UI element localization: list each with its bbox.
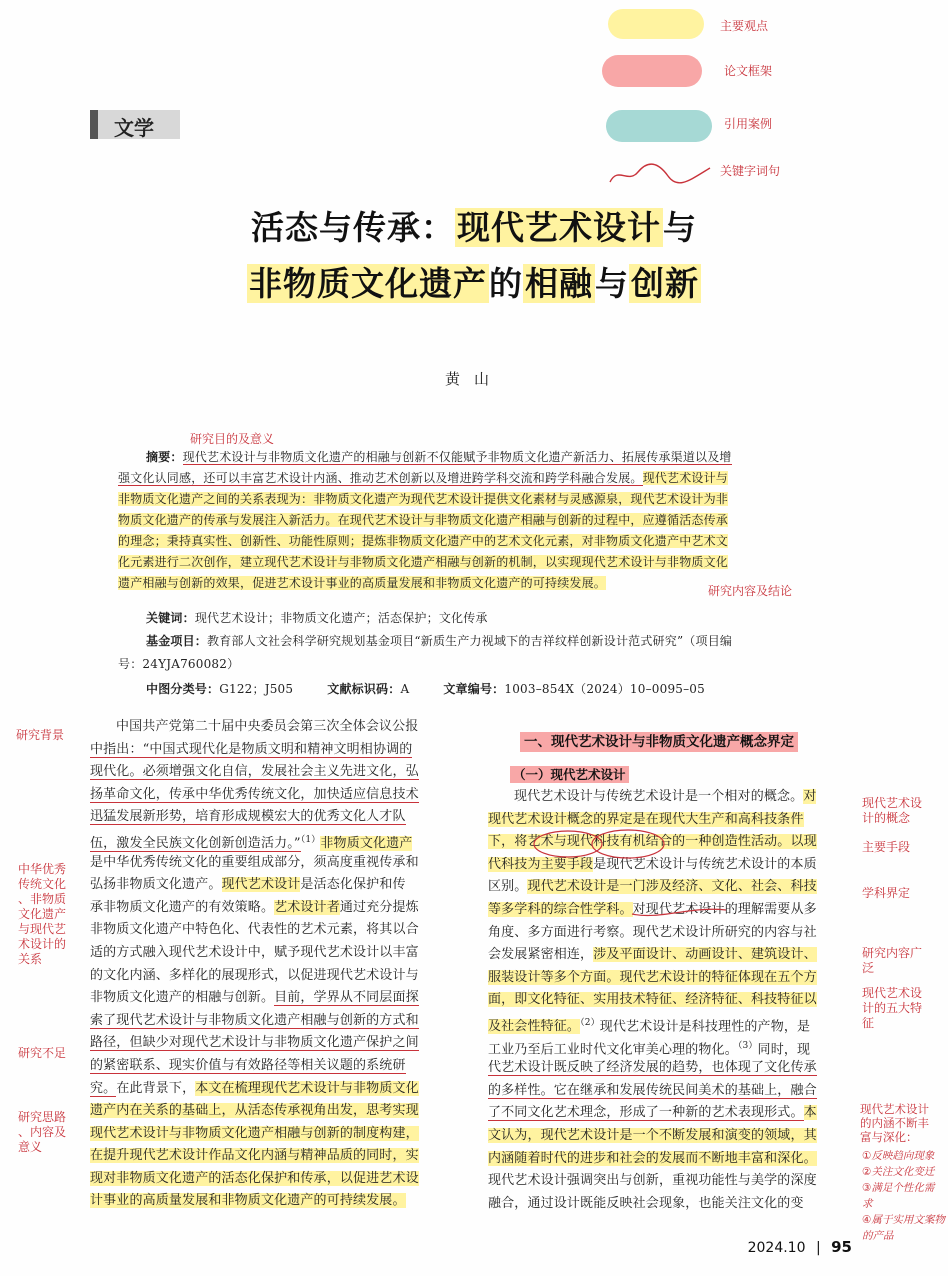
body-text: 涉及平面设计、动画设计、建筑设计、 [593,947,817,963]
body-text: 工业乃至后工业时代文化审美心理的物化。 [488,1041,738,1057]
note-line: ④属于实用文案物 [862,1214,945,1226]
ref-mark: （2） [580,1017,600,1028]
note-content: 研究内容及结论 [708,584,793,598]
body-line [90,897,462,920]
body-text: 在此背景下， [116,1080,196,1096]
body-line [488,1102,860,1125]
legend-yellow-swatch [608,9,704,39]
body-line [90,761,462,784]
keywords-text: 现代艺术设计；非物质文化遗产；活态保护；文化传承 [194,611,488,625]
legend-main-points: 主要观点 [720,19,769,33]
body-line [90,942,462,965]
note-line: 传统文化 [18,877,67,891]
body-line [90,1190,462,1213]
note-line: 关系 [18,952,43,966]
body-text: 迅猛发展新形势，培育形成规模宏大的优秀文化人才队 [90,809,406,825]
doc-label: 文献标识码： [327,682,401,696]
body-text: 艺术设计者 [274,899,340,915]
note-line: 与现代艺 [18,922,67,936]
body-line [90,919,462,942]
body-text: 文认为，现代艺术设计是一个不断发展和演变的领域，其 [488,1127,817,1143]
section-heading [520,730,798,750]
fund-line [118,654,830,677]
note-line: 文化遗产 [18,907,67,921]
body-line [488,989,860,1012]
body-text: 现代艺术设计是科技理性的产物，是 [599,1019,811,1035]
abstract-text: 的理念；秉持真实性、创新性、功能性原则；提炼非物质文化遗产中的艺术文化元素，对非物质文化遗产中艺术文 [118,534,729,548]
abstract-text: 现代艺术设计与 [642,471,729,485]
note-line: ①反映趋向现象 [862,1150,935,1162]
note-line: 、非物质 [18,892,67,906]
body-line [90,1055,462,1078]
keywords-label: 关键词： [146,611,195,625]
note-concept [862,796,922,826]
note-line: 富与深化： [860,1130,918,1144]
body-line [488,1035,860,1058]
note-means: 主要手段 [862,840,911,854]
body-line [90,829,462,852]
note-line: 的内涵不断丰 [860,1116,929,1130]
body-line [488,786,860,809]
body-text: 以现 [790,834,817,850]
body-line [488,1193,860,1216]
note-line: 计的五大特 [862,1001,923,1015]
body-line [90,1168,462,1191]
body-text: 是现代艺术设计与传统艺术设计的本质 [593,856,817,872]
body-text: 对 [803,789,817,804]
body-text: 下，将艺术与现代科技有机结合的一种创造性活动。 [488,834,791,850]
note-line: 意义 [18,1140,43,1154]
abstract-text: 化元素进行二次创作，建立现代艺术设计与非物质文化遗产相融与创新的机制，以实现现代艺术设计与非物质文化 [118,555,729,569]
note-insufficient: 研究不足 [18,1046,67,1060]
note-line: ③满足个性化需 [862,1182,935,1194]
body-text: 现代艺术设计 [221,877,301,893]
issue-number: 2024.10 [747,1240,806,1256]
body-text: 的紧密联系、现实价值与有效路径等相关议题的系统研 [90,1057,406,1073]
subsection-heading-text: （一）现代艺术设计 [510,766,629,783]
abstract-line [118,531,830,552]
abstract-line [118,552,830,573]
body-line [488,944,860,967]
body-text: 中国共产党第二十届中央委员会第三次全体会议公报 [116,719,419,734]
art-label: 文章编号： [443,682,505,696]
body-text: 及社会性特征。 [488,1019,581,1035]
body-text: 等多学科的综合性学科。 [488,901,633,917]
ref-mark: （3） [737,1040,758,1051]
ref-mark: （1） [300,834,321,845]
body-text: 现代艺术设计与传统艺术设计是一个相对的概念。 [514,789,804,804]
legend-keywords: 关键字词句 [720,164,781,178]
pen-circle-mark [528,826,668,862]
body-text: 区别。 [488,879,528,895]
abstract-text: 现代艺术设计与非物质文化遗产的相融与创新不仅能赋予非物质文化遗产新活力、拓展传承渠道以及增 [182,450,732,464]
page-footer [748,1238,852,1256]
title-highlight: 非物质文化遗产 [249,264,487,303]
body-line [90,1145,462,1168]
legend-framework: 论文框架 [724,64,773,78]
body-line [90,716,462,739]
body-line [488,1125,860,1148]
doc-value: A [400,682,410,696]
body-line [488,922,860,945]
abstract [118,447,830,594]
note-line: 中华优秀 [18,862,67,876]
clc-value: G122；J505 [219,682,294,696]
body-line [90,806,462,829]
body-text: 承非物质文化遗产的有效策略。 [90,899,275,915]
body-text: 遗产内在关系的基础上，从活态传承视角出发，思考实现 [90,1103,419,1119]
section-tag-label: 文学 [114,116,154,140]
body-text: 现代化。必须增强文化自信，发展社会主义先进文化，弘 [90,764,419,780]
section-tag [90,110,180,139]
abstract-line [118,489,830,510]
body-line [90,1078,462,1101]
body-text: 本 [803,1105,817,1121]
legend-teal-swatch [606,110,712,142]
body-line [90,1100,462,1123]
legend-red-swatch [602,55,702,87]
body-text: 的多样性。它在继承和发展传统民间美术的基础上，融合 [488,1082,817,1098]
body-text: 通过充分提炼 [339,899,419,915]
body-line [90,852,462,875]
title-highlight: 创新 [631,264,699,303]
body-text: 服装设计等多个方面。 [488,969,620,985]
subsection-heading [510,764,629,783]
note-scope [862,946,922,976]
body-text: 代艺术设计既反映了经济发展的趋势，也体现了文化传承 [488,1060,817,1076]
body-text: 非物质文化遗产的相融与创新。 [90,990,275,1006]
body-text: 计事业的高质量发展和非物质文化遗产的可持续发展。 [90,1193,406,1209]
body-text: 扬革命文化，传承中华优秀传统文化，加快适应信息技术 [90,786,419,802]
body-line [90,1123,462,1146]
body-text: 会发展紧密相连， [488,947,594,963]
note-line: 计的概念 [862,811,911,825]
fund-text: 号：24YJA760082） [118,657,240,671]
title-part: 的 [489,264,523,303]
body-text: 本文在梳理现代艺术设计与非物质文化 [195,1080,419,1096]
body-text: 适的方式融入现代艺术设计中，赋予现代艺术设计以丰富 [90,944,419,960]
section-tag-bar [90,110,98,139]
body-text: 伍，激发全民族文化创新创造活力。” [90,836,301,852]
body-text: 路径，但缺少对现代艺术设计与非物质文化遗产保护之间 [90,1035,419,1051]
page-number: 95 [831,1238,852,1256]
body-line [90,1032,462,1055]
note-line: ②关注文化变迁 [862,1166,935,1178]
footer-separator: | [815,1240,821,1256]
note-purpose: 研究目的及意义 [190,432,275,446]
title-part: 活态与传承： [251,208,455,247]
note-approach [18,1110,66,1155]
note-line: 征 [862,1016,875,1030]
body-text: 非物质文化遗产中特色化、代表性的艺术元素，将其以合 [90,922,419,938]
body-text: 面，即文化特征、实用技术特征、经济特征、科技特征以 [488,992,817,1008]
body-line [90,784,462,807]
body-text: 中指出：“中国式现代化是物质文明和精神文明相协调的 [90,741,413,757]
body-line [90,965,462,988]
section-heading-text: 一、现代艺术设计与非物质文化遗产概念界定 [520,732,798,752]
abstract-text: 强文化认同感，还可以丰富艺术设计内涵、推动艺术创新以及增进跨学科交流和跨学科融合发展。 [118,471,643,485]
title-part: 与 [595,264,629,303]
note-line: 泛 [862,961,875,975]
left-column [90,716,462,1213]
body-line [488,1057,860,1080]
note-features [862,986,922,1031]
body-line [488,1012,860,1035]
note-line: 现代艺术设 [862,796,923,810]
art-value: 1003–854X（2024）10–0095–05 [504,682,705,696]
body-text: 的文化内涵、多样化的展现形式，以促进现代艺术设计与 [90,967,419,983]
body-text: 角度、多方面进行考察。现代艺术设计所研究的内容与社 [488,924,817,940]
body-text: 现对非物质文化遗产的活态化保护和传承，以促进艺术设 [90,1170,419,1186]
body-text: 内涵随着时代的进步和社会的发展而不断地丰富和深化。 [488,1150,817,1166]
body-text: 代科技为主要手段 [488,856,594,872]
body-text: 了不同文化艺术理念，形成了一种新的艺术表现形式。 [488,1105,804,1121]
note-line: 现代艺术设 [862,986,923,1000]
body-text: 目前，学界从不同层面探 [274,990,419,1006]
body-line [488,1080,860,1103]
note-discipline: 学科界定 [862,886,911,900]
note-line: 术设计的 [18,937,67,951]
title-highlight: 现代艺术设计 [457,208,661,247]
note-line: 、内容及 [18,1125,67,1139]
body-text: 在提升现代艺术设计作品文化内涵与精神品质的同时，实 [90,1148,419,1164]
body-line [488,876,860,899]
note-connotation [860,1102,929,1144]
note-line: 研究思路 [18,1110,67,1124]
title-part: 与 [663,208,697,247]
keywords-block [118,608,830,629]
body-text: 非物质文化遗产 [320,836,413,852]
body-text: 对现代艺术设计的理解需要从多 [632,901,817,917]
body-text: 弘扬非物质文化遗产。 [90,877,222,893]
legend-cases: 引用案例 [724,117,773,131]
body-text: 现代艺术设计是一门涉及经济、文化、社会、科技 [527,879,817,895]
classification-block [118,679,830,700]
body-text: 同时，现 [757,1041,811,1057]
fund-line [118,631,830,654]
note-handwritten [862,1148,945,1244]
abstract-line [118,510,830,531]
body-text: 索了现代艺术设计与非物质文化遗产相融与创新的方式和 [90,1012,419,1028]
pen-arrow-mark [630,900,730,922]
title-highlight: 相融 [525,264,593,303]
note-line: 求 [862,1198,873,1210]
body-text: 现代艺术设计强调突出与创新，重视功能性与美学的深度 [488,1173,817,1189]
fund-label: 基金项目： [146,634,208,648]
title-line-1 [0,202,948,249]
body-text: 现代艺术设计与非物质文化遗产相融与创新的制度构建， [90,1125,419,1141]
body-line [488,1170,860,1193]
fund-text: 教育部人文社会科学研究规划基金项目“新质生产力视域下的吉祥纹样创新设计范式研究”（项目编 [207,634,733,648]
abstract-text: 非物质文化遗产之间的关系表现为：非物质文化遗产为现代艺术设计提供文化素材与灵感源泉，现代艺术设计为非 [118,492,729,506]
body-text: 现代艺术设计的特征体现在五个方 [619,969,817,985]
note-relation [18,862,66,967]
title-line-2 [0,258,948,305]
body-text: 是中华优秀传统文化的重要组成部分，须高度重视传承和 [90,854,419,870]
clc-label: 中图分类号： [146,682,220,696]
abstract-text: 遗产相融与创新的效果，促进艺术设计事业的高质量发展和非物质文化遗产的可持续发展。 [118,576,607,590]
fund-block [118,631,830,677]
author-name: 黄山 [444,370,503,388]
abstract-label: 摘要： [146,450,183,464]
note-background: 研究背景 [16,728,65,742]
body-line [488,1148,860,1171]
body-text: 究。 [90,1080,117,1096]
body-text: 现代艺术设计概念的界定是在现代大生产和高科技条件 [488,811,804,827]
body-line [90,987,462,1010]
note-line: 的产品 [862,1230,894,1242]
abstract-line [118,468,830,489]
legend-pen-squiggle-icon [606,158,712,188]
body-line [90,874,462,897]
body-text: 融合，通过设计既能反映社会现象，也能关注文化的变 [488,1195,804,1211]
note-line: 研究内容广 [862,946,923,960]
body-line [90,1010,462,1033]
abstract-line [118,447,830,468]
body-line [90,739,462,762]
body-text: 是活态化保护和传 [300,877,406,893]
body-line [488,967,860,990]
note-line: 现代艺术设计 [860,1102,929,1116]
abstract-text: 物质文化遗产的传承与发展注入新活力。在现代艺术设计与非物质文化遗产相融与创新的过程中，应遵循活态传承 [118,513,729,527]
